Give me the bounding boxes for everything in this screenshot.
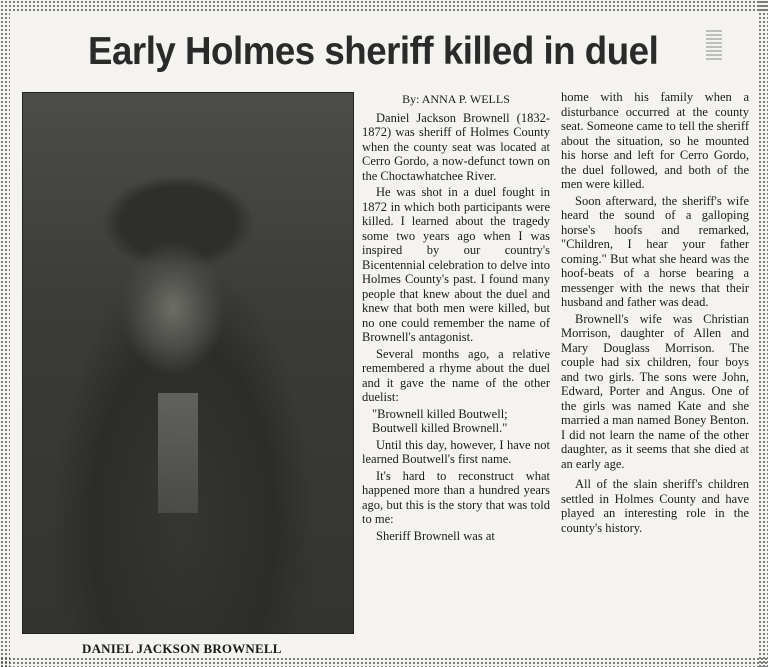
portrait-shirt: [158, 393, 198, 513]
photo-caption: DANIEL JACKSON BROWNELL: [82, 641, 282, 656]
print-mark: [706, 30, 722, 60]
paragraph: Brownell's wife was Christian Morrison, daughter of Allen and Mary Douglass Morrison. The couple had six children, four boys and two girls. The sons were John, Edward, Porter and Angus. One of the girls was named Kate and she married a man named Boney Benton. I did not learn the name of the other daughter, as it seems that she died at an early age.: [561, 311, 749, 471]
paragraph: He was shot in a duel fought in 1872 in which both participants were killed. I learned about the tragedy some two years ago when I was inspired by our country's Bicentennial celebration to delve into Holmes County's past. I found many people that knew about the duel and knew that both men were killed, but no one could remember the name of Brownell's antagonist.: [362, 185, 550, 344]
paragraph: home with his family when a disturbance occurred at the county seat. Someone came to tell the sheriff about the situation, so he mounted his horse and left for Cerro Gordo, the duel followed, and both of the men were killed.: [561, 90, 749, 191]
dotted-border-right: [758, 0, 768, 667]
paragraph: All of the slain sheriff's children settled in Holmes County and have played an interesting role in the county's history.: [561, 477, 749, 535]
paragraph: Soon afterward, the sheriff's wife heard the sound of a galloping horse's hoofs and remarked, "Children, I hear your father coming." But what she heard was the hoof-beats of a horse bearing a messenger with the news that their husband and father was dead.: [561, 193, 749, 309]
paragraph: It's hard to reconstruct what happened more than a hundred years ago, but this is the story that was told to me:: [362, 468, 550, 526]
rhyme-line-1: "Brownell killed Boutwell;: [372, 406, 508, 421]
portrait-photo: [22, 92, 354, 634]
dotted-border-left: [0, 0, 10, 667]
article-column-1: [362, 92, 550, 545]
paragraph: Daniel Jackson Brownell (1832-1872) was sheriff of Holmes County when the county seat was located at Cerro Gordo, a now-defunct town on the Choctawhatchee River.: [362, 110, 550, 183]
paragraph: Several months ago, a relative remembered a rhyme about the duel and it gave the name of the other duelist:: [362, 346, 550, 404]
article-column-2: [561, 90, 749, 537]
dotted-border-top: [0, 0, 768, 12]
rhyme-line-2: Boutwell killed Brownell.": [372, 421, 508, 435]
paragraph: Sheriff Brownell was at: [376, 528, 495, 543]
headline: Early Holmes sheriff killed in duel: [88, 30, 659, 73]
dotted-border-bottom: [0, 657, 768, 667]
byline: By: ANNA P. WELLS: [402, 92, 510, 106]
paragraph: Until this day, however, I have not learned Boutwell's first name.: [362, 437, 550, 466]
